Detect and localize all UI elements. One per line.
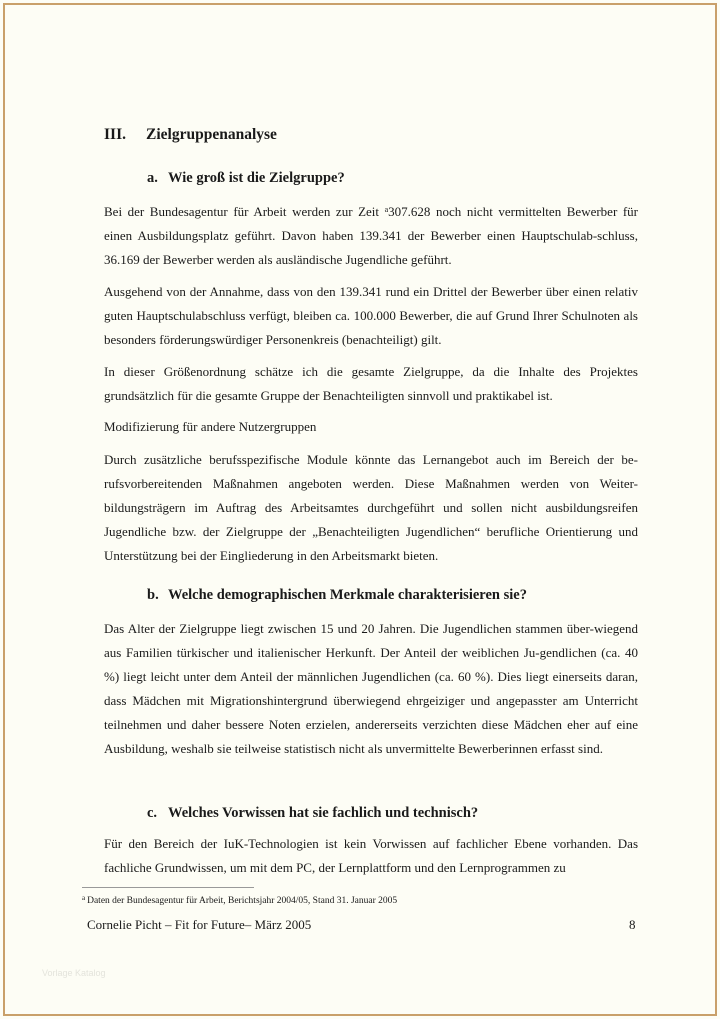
section-number: III. [104, 126, 126, 143]
footnote-marker: a [82, 894, 86, 902]
paragraph-bewerber: Bei der Bundesagentur für Arbeit werden zur Zeit $^a$307.628 noch nicht vermittelten Bewerber für einen Ausbildungsplatz geführt. Davon haben 139.341 der Bewerber einen Hauptschulab-schluss, 36.169 der Bewerber werden als ausländische Jugendliche geführt. [104, 204, 639, 267]
section-heading [104, 126, 277, 144]
watermark: Vorlage Katalog [42, 968, 106, 978]
paragraph-modifizierung: Modifizierung für andere Nutzergruppen [104, 419, 317, 434]
subheading-c-title: Welches Vorwissen hat sie fachlich und technisch? [168, 805, 479, 821]
subheading-b [147, 587, 527, 604]
page-number: 8 [629, 917, 636, 932]
paragraph-annahme: Ausgehend von der Annahme, dass von den 139.341 rund ein Drittel der Bewerber über einen relativ guten Hauptschulabschluss verfügt, bleiben ca. 100.000 Bewerber, die auf Grund Ihrer Schulnoten als besonders förderungswürdiger Personenkreis (benachteiligt) gilt. [104, 284, 638, 347]
paragraph-vorwissen: Für den Bereich der IuK-Technologien ist kein Vorwissen auf fachlicher Ebene vorhanden. Das fachliche Grundwissen, um mit dem PC, der Lernplattform und den Lernprogrammen zu [104, 836, 638, 875]
footnote [82, 896, 397, 906]
footnote-text: Daten der Bundesagentur für Arbeit, Berichtsjahr 2004/05, Stand 31. Januar 2005 [87, 896, 398, 906]
subheading-a-letter: a. [147, 170, 158, 186]
subheading-c-letter: c. [147, 805, 158, 821]
subheading-b-letter: b. [147, 587, 159, 603]
footnote-divider [82, 887, 254, 888]
subheading-a [147, 170, 345, 187]
paragraph-berufsspezifisch: Durch zusätzliche berufsspezifische Module könnte das Lernangebot auch im Bereich der be-rufsvorbereitenden Maßnahmen angeboten werden. Diese Maßnahmen werden von Weiter-bildungsträgern im Auftrag des Arbeitsamtes durchgeführt und sollen nicht ausbildungsreifen Jugendliche bzw. der Zielgruppe der „Benachteiligten Jugendlichen“ berufliche Orientierung und Unterstützung bei der Eingliederung in den Arbeitsmarkt bieten. [104, 452, 638, 563]
subheading-b-title: Welche demographischen Merkmale charakterisieren sie? [168, 587, 527, 603]
section-title: Zielgruppenanalyse [146, 126, 277, 143]
paragraph-groessenordnung: In dieser Größenordnung schätze ich die gesamte Zielgruppe, da die Inhalte des Projektes grundsätzlich für die gesamte Gruppe der Benachteiligten sinnvoll und praktikabel ist. [104, 364, 638, 403]
footnote-reference: a [384, 205, 389, 214]
subheading-a-title: Wie groß ist die Zielgruppe? [168, 170, 345, 186]
footer-text: Cornelie Picht – Fit for Future– März 2005 [87, 917, 312, 932]
subheading-c [147, 805, 478, 822]
paragraph-demographie: Das Alter der Zielgruppe liegt zwischen 15 und 20 Jahren. Die Jugendlichen stammen über-wiegend aus Familien türkischer und italienischer Herkunft. Der Anteil der weiblichen Ju-gendlichen (ca. 40 %) liegt leicht unter dem Anteil der männlichen Jugendlichen (ca. 60 %). Dies liegt einerseits daran, dass Mädchen mit Migrationshintergrund überwiegend ehrgeiziger und angepasster am Unterricht teilnehmen und daher bessere Noten erzielen, andererseits verzichten diese Mädchen eher auf eine Ausbildung, weshalb sie teilweise statistisch nicht als unvermittelte Bewerberinnen erfasst sind. [104, 621, 638, 756]
